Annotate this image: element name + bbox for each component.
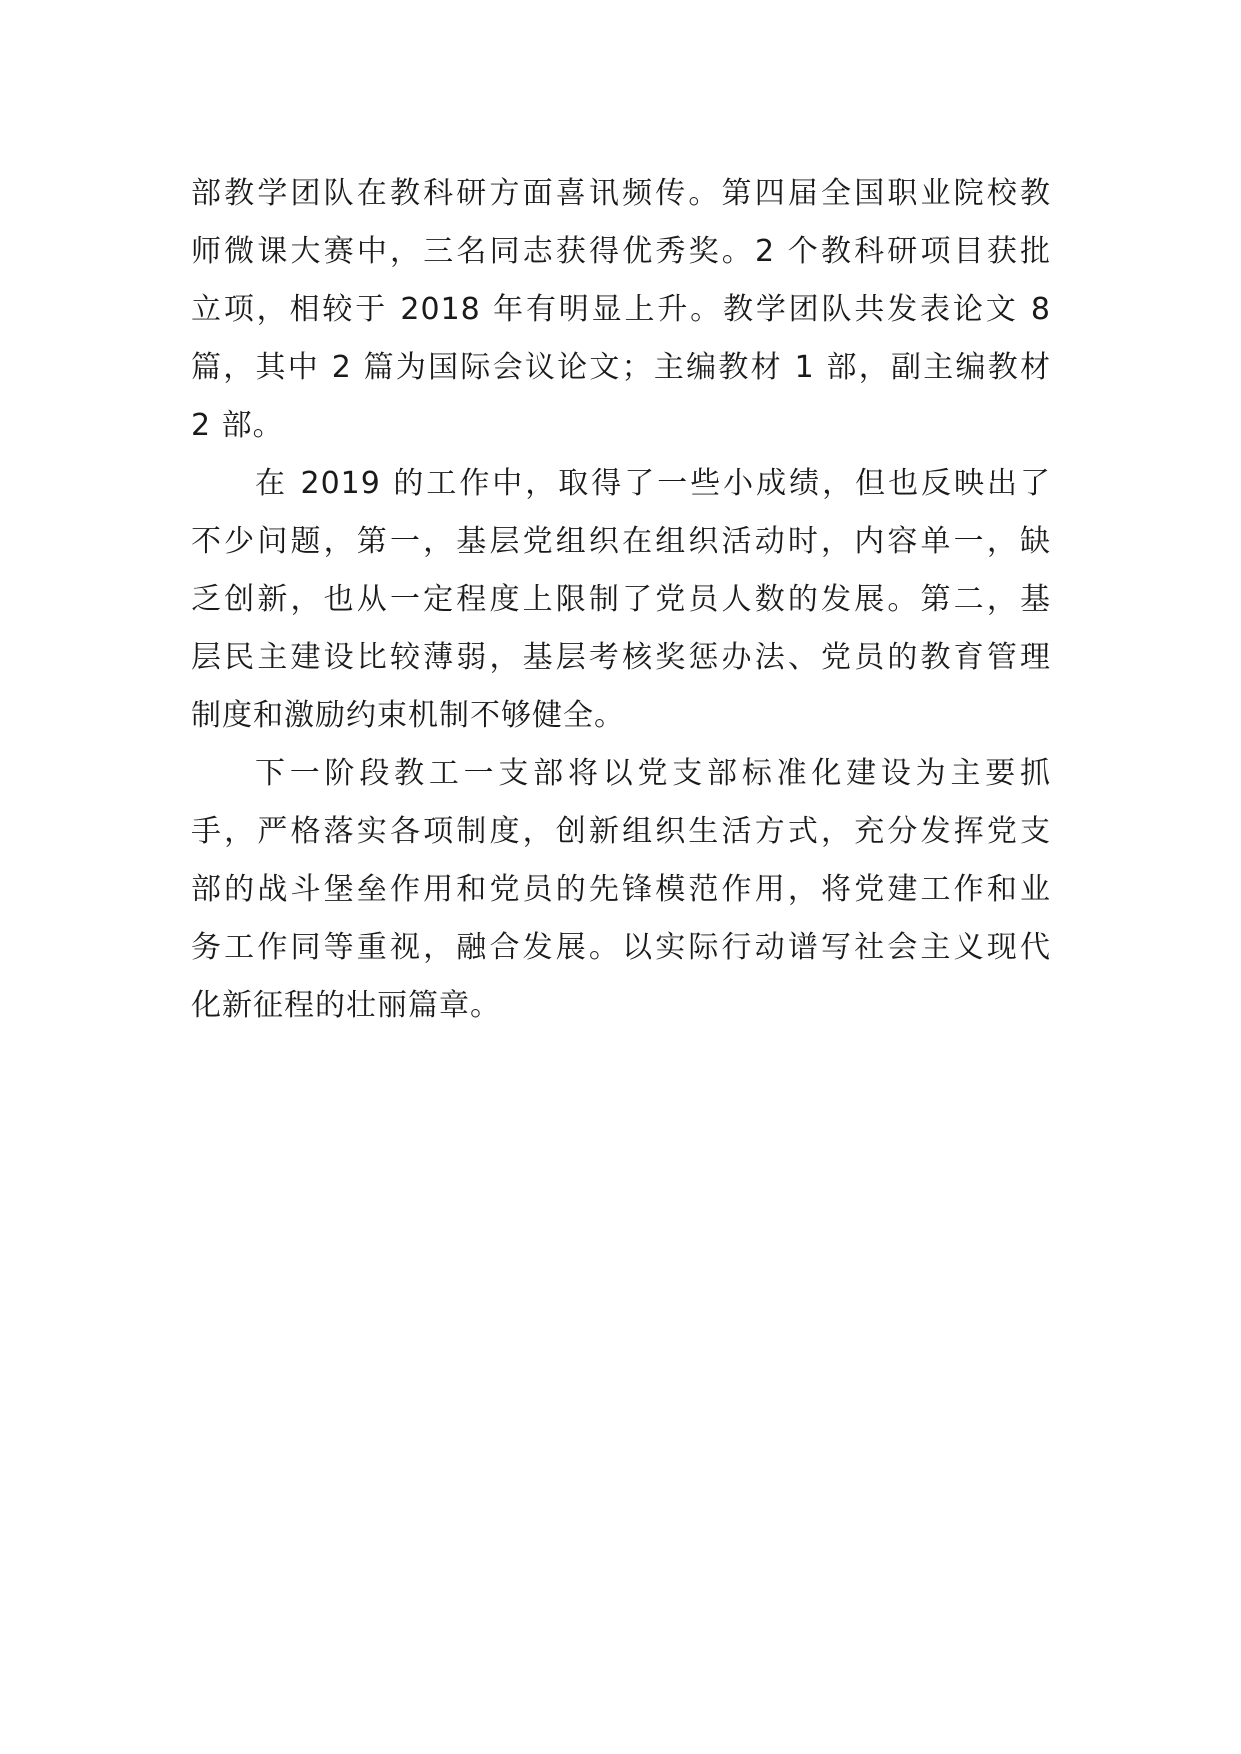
text-line: 手，严格落实各项制度，创新组织生活方式，充分发挥党支 xyxy=(191,814,1051,849)
text-line: 务工作同等重视，融合发展。以实际行动谱写社会主义现代 xyxy=(191,930,1051,965)
text-line: 化新征程的壮丽篇章。 xyxy=(191,988,501,1023)
text-line: 部的战斗堡垒作用和党员的先锋模范作用，将党建工作和业 xyxy=(191,872,1051,907)
text-line: 篇，其中 2 篇为国际会议论文；主编教材 1 部，副主编教材 xyxy=(191,350,1051,385)
body-text xyxy=(191,165,1051,1035)
text-line: 乏创新，也从一定程度上限制了党员人数的发展。第二，基 xyxy=(191,582,1051,617)
paragraph-start-line: 在 2019 的工作中，取得了一些小成绩，但也反映出了 xyxy=(255,466,1051,501)
paragraph-start-line: 下一阶段教工一支部将以党支部标准化建设为主要抓 xyxy=(255,756,1051,791)
text-line: 层民主建设比较薄弱，基层考核奖惩办法、党员的教育管理 xyxy=(191,640,1051,675)
text-line: 部教学团队在教科研方面喜讯频传。第四届全国职业院校教 xyxy=(191,176,1051,211)
text-line: 制度和激励约束机制不够健全。 xyxy=(191,698,625,733)
text-line: 2 部。 xyxy=(191,408,284,443)
text-line: 立项，相较于 2018 年有明显上升。教学团队共发表论文 8 xyxy=(191,292,1051,327)
text-line: 师微课大赛中，三名同志获得优秀奖。2 个教科研项目获批 xyxy=(191,234,1051,269)
text-line: 不少问题，第一，基层党组织在组织活动时，内容单一，缺 xyxy=(191,524,1051,559)
